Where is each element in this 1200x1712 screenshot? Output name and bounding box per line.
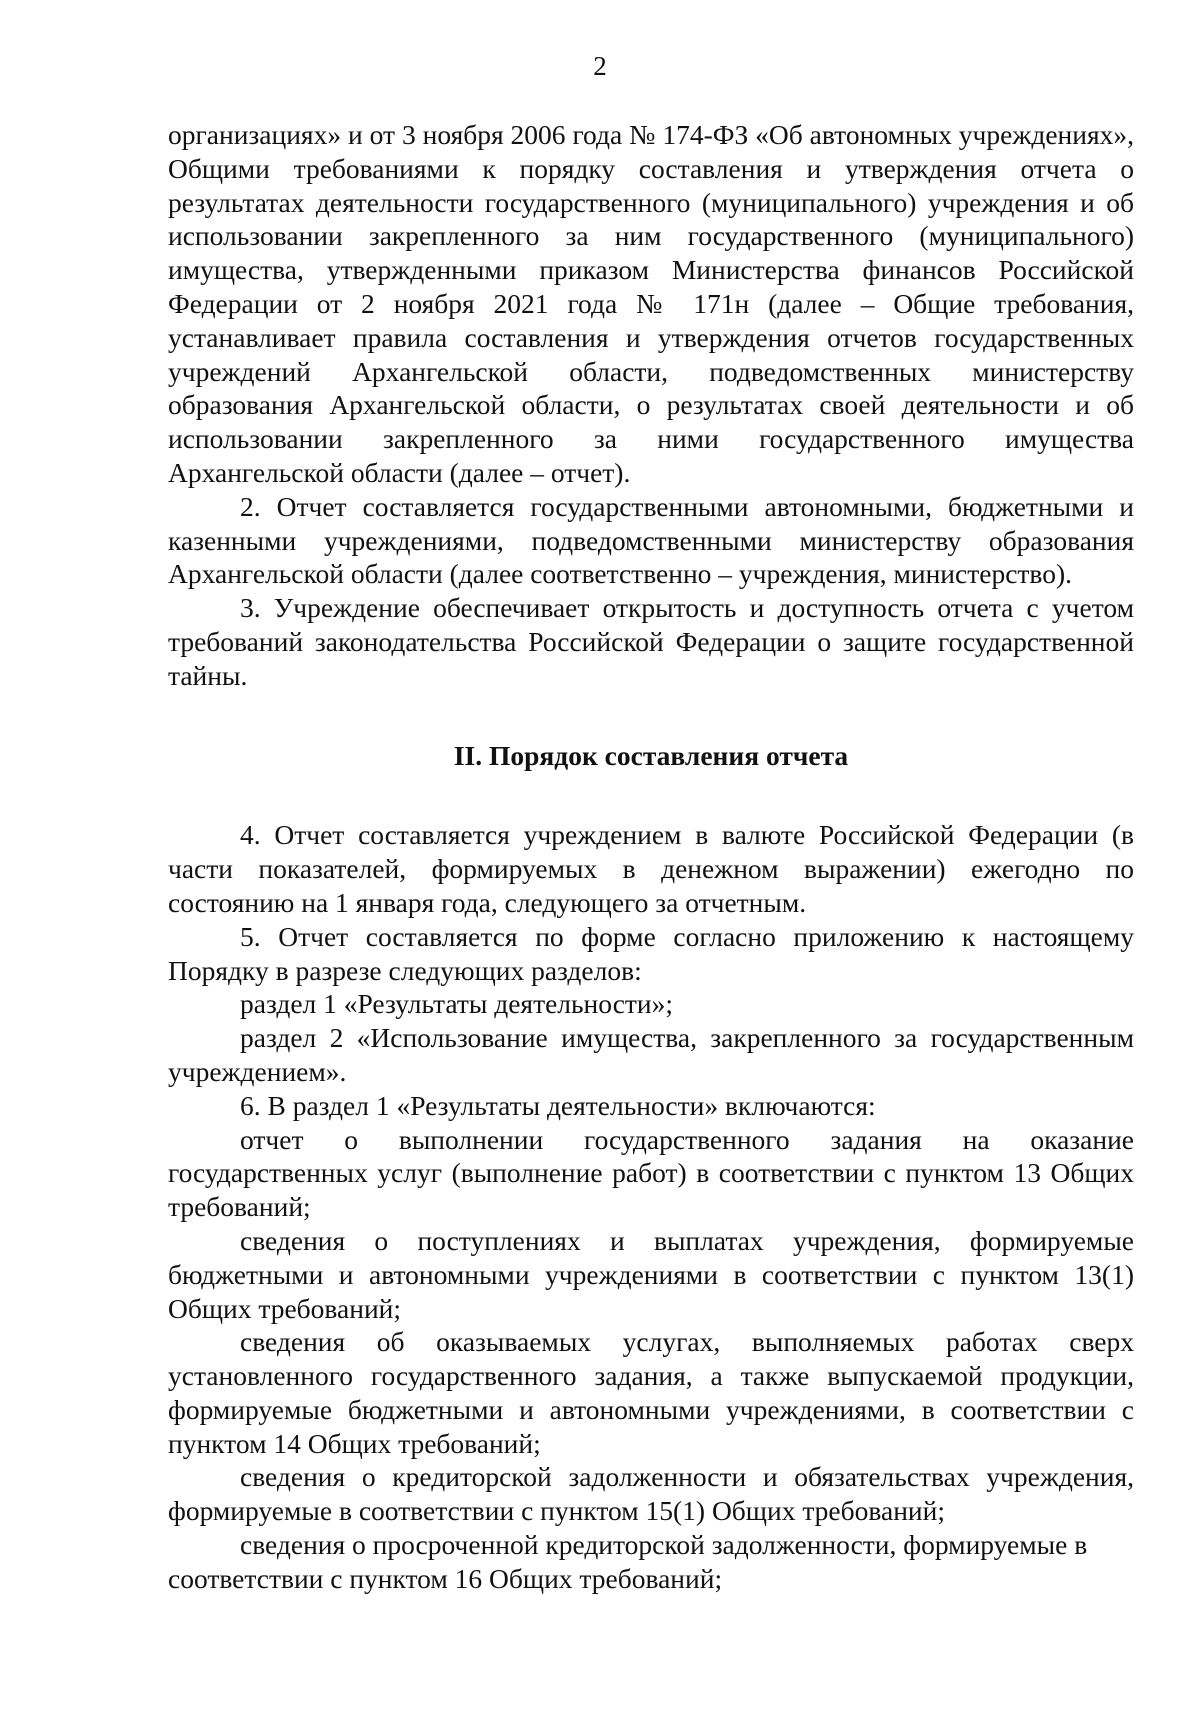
list-item-section-2: раздел 2 «Использование имущества, закрепленного за государственным учреждением». — [168, 1022, 1134, 1087]
document-body — [168, 118, 1134, 1596]
list-item-state-task-report: отчет о выполнении государственного задания на оказание государственных услуг (выполнение работ) в соответствии с пунктом 13 Общих требований; — [168, 1123, 1134, 1223]
section-heading: II. Порядок составления отчета — [453, 739, 849, 771]
list-item-overdue-payable: сведения о просроченной кредиторской задолженности, формируемые в соответствии с пунктом 16 Общих требований; — [168, 1529, 1088, 1594]
list-item-section-1: раздел 1 «Результаты деятельности»; — [240, 988, 674, 1020]
list-item-receipts-payments: сведения о поступлениях и выплатах учреждения, формируемые бюджетными и автономными учреждениями в соответствии с пунктом 13(1) Общих требований; — [168, 1224, 1134, 1324]
paragraph-2: 2. Отчет составляется государственными автономными, бюджетными и казенными учреждениями, подведомственными министерству образования Архангельской области (далее соответственно – учреждения, министерство). — [168, 490, 1134, 590]
list-item-services-beyond-task: сведения об оказываемых услугах, выполняемых работах сверх установленного государственного задания, а также выпускаемой продукции, формируемые бюджетными и автономными учреждениями, в соответствии с пунктом 14 Общих требований; — [168, 1326, 1134, 1459]
list-item-accounts-payable: сведения о кредиторской задолженности и обязательствах учреждения, формируемые в соответствии с пунктом 15(1) Общих требований; — [168, 1461, 1134, 1527]
paragraph-4: 4. Отчет составляется учреждением в валюте Российской Федерации (в части показателей, формируемых в денежном выражении) ежегодно по состоянию на 1 января года, следующего за отчетным. — [168, 819, 1134, 918]
paragraph-6: 6. В раздел 1 «Результаты деятельности» включаются: — [240, 1089, 876, 1121]
paragraph-5: 5. Отчет составляется по форме согласно приложению к настоящему Порядку в разрезе следующих разделов: — [168, 920, 1134, 986]
page-number: 2 — [593, 51, 607, 81]
paragraph-continuation: организациях» и от 3 ноября 2006 года № 174-ФЗ «Об автономных учреждениях», Общими требованиями к порядку составления и утверждения отчета о результатах деятельности государственного (муниципального) учреждения и об использовании закрепленного за ним государственного (муниципального) имущества, утвержденными приказом Министерства финансов Российской Федерации от 2 ноября 2021 года № 171н (далее – Общие требования, устанавливает правила составления и утверждения отчетов государственных учреждений Архангельской области, подведомственных министерству образования Архангельской области, о результатах своей деятельности и об использовании закрепленного за ними государственного имущества Архангельской области (далее – отчет). — [168, 119, 1134, 488]
paragraph-3: 3. Учреждение обеспечивает открытость и доступность отчета с учетом требований законодательства Российской Федерации о защите государственной тайны. — [168, 592, 1134, 691]
